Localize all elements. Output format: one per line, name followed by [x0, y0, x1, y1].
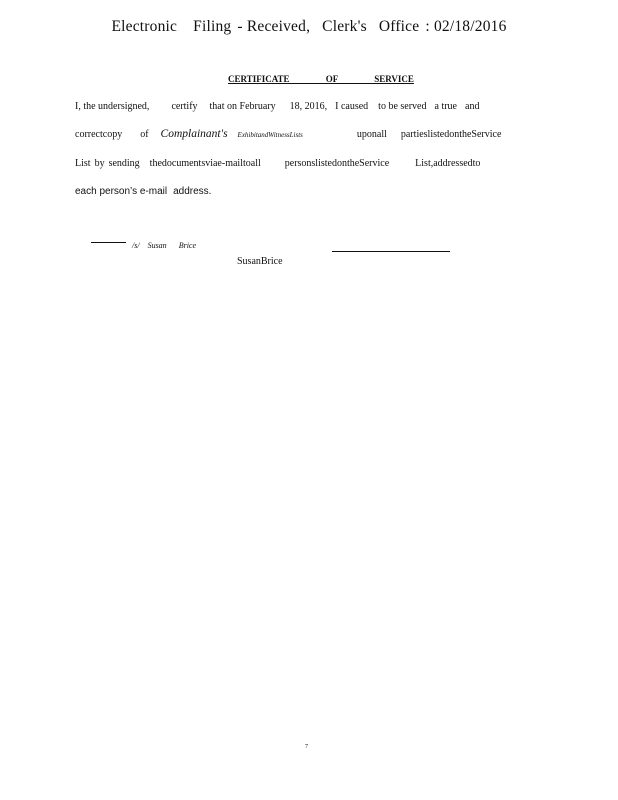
signature-first-name: Susan	[147, 241, 167, 250]
text-list-addressed: List,addressedto	[415, 158, 481, 169]
text-persons-listed: personslistedontheService	[284, 158, 390, 169]
text-sending: sending	[108, 158, 140, 169]
signature-underline-left	[91, 242, 126, 243]
body-line-2	[75, 128, 501, 140]
text-of: of	[140, 129, 149, 140]
text-documents-via-email: thedocumentsviae-mailtoall	[149, 158, 261, 169]
text-true: a true	[434, 101, 457, 112]
text-complainants: Complainant's	[160, 128, 228, 140]
certificate-title: CERTIFICATE OF SERVICE	[228, 74, 414, 84]
text-served: to be served	[378, 101, 427, 112]
text-by: by	[94, 158, 105, 169]
page-number: 7	[305, 744, 308, 750]
text-date: 18, 2016,	[289, 101, 328, 112]
header-received: - Received,	[237, 18, 311, 35]
text-list: List	[75, 158, 91, 169]
body-line-1	[75, 101, 479, 112]
electronic-signature	[132, 241, 196, 250]
signature-slash: /s/	[132, 241, 140, 250]
header-filing: Filing	[193, 18, 232, 35]
text-undersigned: I, the undersigned,	[75, 101, 150, 112]
header-clerks: Clerk's	[322, 18, 367, 35]
header-office: Office	[378, 18, 420, 35]
text-parties-listed: partieslistedontheService	[400, 129, 502, 140]
text-caused: I caused	[335, 101, 369, 112]
signature-line-right	[332, 251, 450, 252]
signature-last-name: Brice	[178, 241, 197, 250]
text-exhibit-witness-lists: ExhibitandWitnessLists	[237, 131, 303, 139]
text-certify: certify	[171, 101, 198, 112]
header-date: : 02/18/2016	[425, 18, 507, 35]
body-line-3	[75, 158, 480, 169]
signer-printed-name: SusanBrice	[237, 256, 283, 267]
filing-stamp-header	[0, 18, 618, 36]
text-and: and	[465, 101, 480, 112]
text-correct-copy: correctcopy	[75, 129, 123, 140]
body-line-4	[75, 186, 211, 197]
text-address: address.	[173, 186, 212, 197]
header-electronic: Electronic	[111, 18, 178, 35]
text-february: that on February	[209, 101, 276, 112]
text-each-persons-email: each person’s e-mail	[75, 186, 168, 197]
text-upon-all: uponall	[356, 129, 387, 140]
